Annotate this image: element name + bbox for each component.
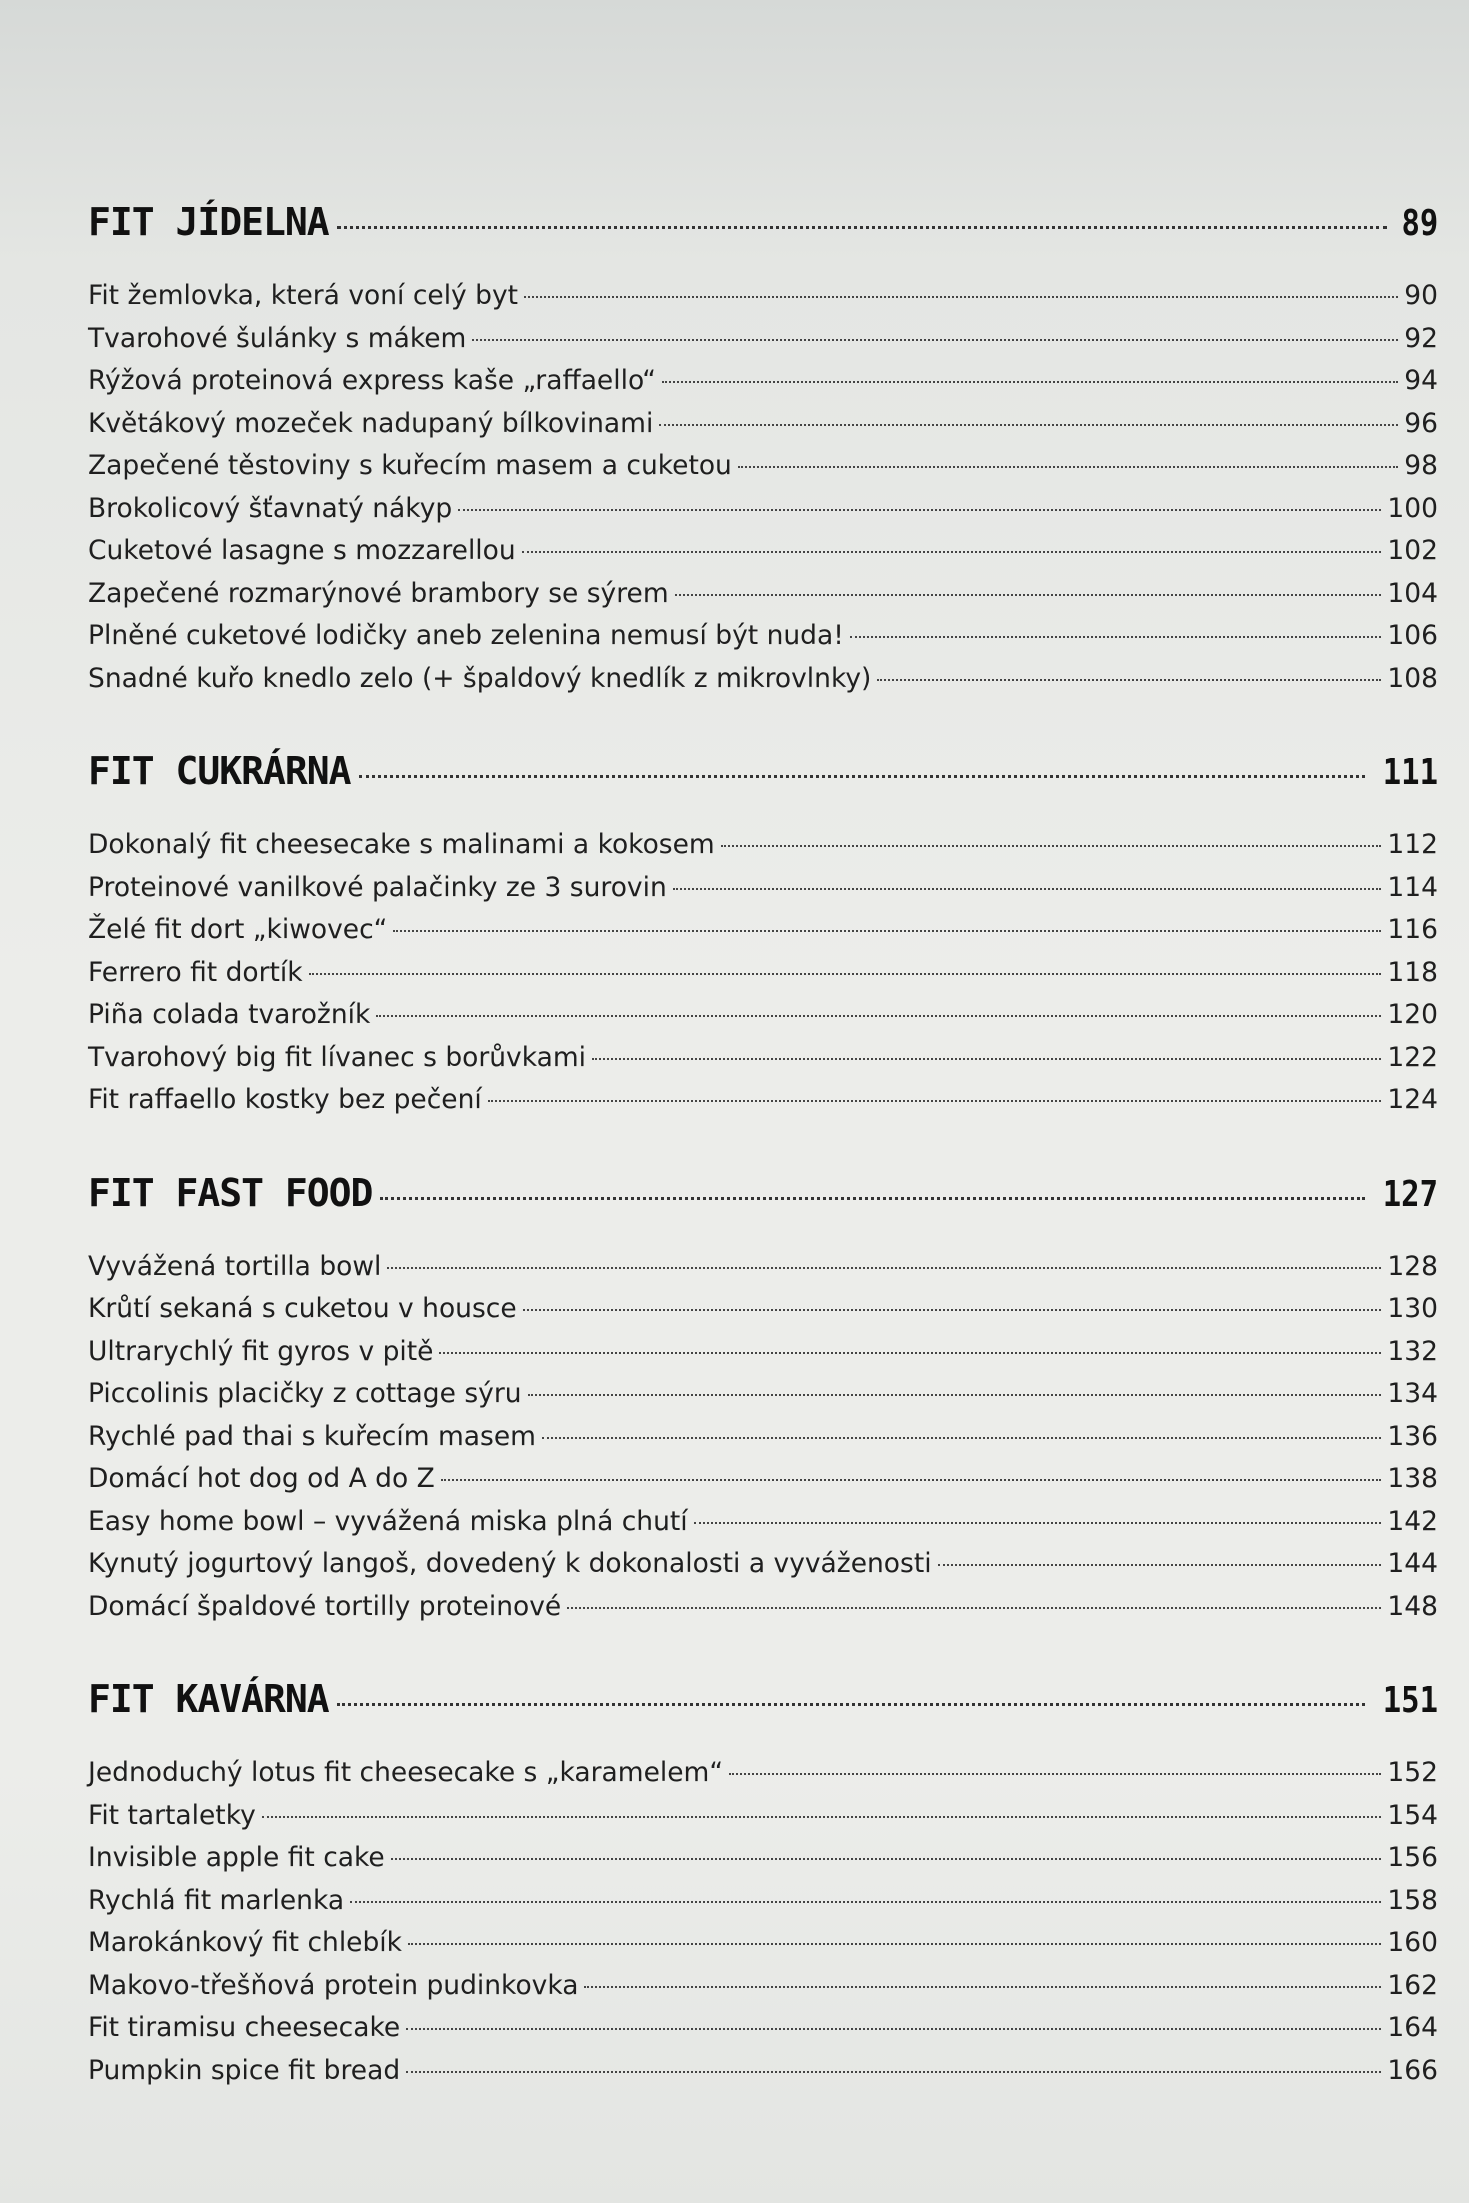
entry-page-number: 116 bbox=[1387, 914, 1438, 945]
entry-page-number: 132 bbox=[1387, 1335, 1438, 1367]
toc-entry bbox=[88, 1293, 1438, 1336]
section-title: FIT KAVÁRNA bbox=[88, 1677, 329, 1721]
entry-page-number: 108 bbox=[1387, 662, 1438, 694]
toc-entry bbox=[88, 1591, 1438, 1634]
dot-leader bbox=[584, 1986, 1381, 1988]
dot-leader bbox=[567, 1607, 1381, 1609]
toc-entry bbox=[88, 1842, 1438, 1885]
entry-page-number: 102 bbox=[1387, 535, 1438, 566]
dot-leader bbox=[337, 1703, 1365, 1706]
dot-leader bbox=[729, 1773, 1381, 1775]
entry-page-number: 104 bbox=[1387, 577, 1438, 609]
entry-page-number: 114 bbox=[1387, 871, 1438, 903]
toc-entry bbox=[88, 914, 1438, 957]
entry-page-number: 152 bbox=[1387, 1757, 1438, 1788]
dot-leader bbox=[439, 1352, 1381, 1354]
entry-title: Domácí špaldové tortilly proteinové bbox=[88, 1590, 562, 1622]
entry-page-number: 136 bbox=[1387, 1420, 1438, 1452]
toc-entry bbox=[88, 1800, 1438, 1843]
entry-page-number: 166 bbox=[1387, 2054, 1438, 2086]
toc-entry bbox=[88, 872, 1438, 915]
section-page-number: 89 bbox=[1401, 203, 1438, 244]
toc-entry bbox=[88, 1463, 1438, 1506]
dot-leader bbox=[662, 381, 1398, 383]
entry-page-number: 90 bbox=[1404, 280, 1438, 311]
dot-leader bbox=[309, 973, 1382, 975]
entry-title: Želé fit dort „kiwovec“ bbox=[88, 914, 388, 945]
entry-page-number: 138 bbox=[1387, 1463, 1438, 1494]
entry-title: Invisible apple fit cake bbox=[88, 1842, 385, 1873]
toc-entry bbox=[88, 408, 1438, 451]
toc-entry bbox=[88, 1885, 1438, 1928]
entry-page-number: 144 bbox=[1387, 1548, 1438, 1579]
toc-entry bbox=[88, 365, 1438, 408]
toc-entry bbox=[88, 620, 1438, 663]
dot-leader bbox=[675, 594, 1382, 596]
entry-page-number: 164 bbox=[1387, 2012, 1438, 2043]
entry-title: Snadné kuřo knedlo zelo (+ špaldový knedlík z mikrovlnky) bbox=[88, 662, 872, 694]
dot-leader bbox=[659, 424, 1398, 426]
toc-entry bbox=[88, 280, 1438, 323]
entry-title: Fit tartaletky bbox=[88, 1799, 256, 1831]
dot-leader bbox=[350, 1901, 1381, 1903]
entry-title: Dokonalý fit cheesecake s malinami a kokosem bbox=[88, 829, 715, 860]
dot-leader bbox=[524, 296, 1398, 298]
section-heading bbox=[88, 1171, 1438, 1239]
dot-leader bbox=[721, 845, 1382, 847]
entry-page-number: 100 bbox=[1387, 492, 1438, 524]
entry-title: Ferrero fit dortík bbox=[88, 956, 303, 988]
entry-title: Tvarohový big fit lívanec s borůvkami bbox=[88, 1041, 587, 1073]
entry-title: Tvarohové šulánky s mákem bbox=[88, 322, 467, 354]
dot-leader bbox=[406, 2071, 1381, 2073]
dot-leader bbox=[359, 775, 1365, 778]
toc-entry bbox=[88, 1251, 1438, 1294]
toc-entry bbox=[88, 1970, 1438, 2013]
entry-page-number: 134 bbox=[1387, 1378, 1438, 1409]
entry-title: Plněné cuketové lodičky aneb zelenina nemusí být nuda! bbox=[88, 620, 844, 651]
toc-entry bbox=[88, 493, 1438, 536]
section-fit-fast-food bbox=[88, 1171, 1438, 1634]
entry-page-number: 96 bbox=[1404, 407, 1438, 439]
entry-page-number: 130 bbox=[1387, 1293, 1438, 1324]
dot-leader bbox=[673, 888, 1382, 890]
entry-title: Fit raffaello kostky bez pečení bbox=[88, 1084, 482, 1115]
entry-title: Krůtí sekaná s cuketou v housce bbox=[88, 1293, 517, 1324]
entry-title: Květákový mozeček nadupaný bílkovinami bbox=[88, 407, 654, 439]
section-title: FIT JÍDELNA bbox=[88, 200, 329, 244]
entry-page-number: 120 bbox=[1387, 999, 1438, 1030]
toc-entry bbox=[88, 1506, 1438, 1549]
dot-leader bbox=[738, 466, 1398, 468]
section-fit-kavarna bbox=[88, 1677, 1438, 2097]
section-heading bbox=[88, 749, 1438, 817]
entry-title: Marokánkový fit chlebík bbox=[88, 1927, 403, 1958]
section-page-number: 127 bbox=[1382, 1173, 1438, 1215]
dot-leader bbox=[592, 1058, 1381, 1060]
dot-leader bbox=[488, 1100, 1382, 1102]
dot-leader bbox=[406, 2028, 1381, 2030]
entry-title: Fit tiramisu cheesecake bbox=[88, 2012, 401, 2043]
entry-page-number: 142 bbox=[1387, 1505, 1438, 1537]
toc-entry bbox=[88, 999, 1438, 1042]
toc-entry bbox=[88, 1548, 1438, 1591]
entry-page-number: 118 bbox=[1387, 956, 1438, 988]
entry-page-number: 160 bbox=[1387, 1927, 1438, 1958]
entry-title: Ultrarychlý fit gyros v pitě bbox=[88, 1335, 434, 1367]
dot-leader bbox=[877, 679, 1381, 681]
dot-leader bbox=[376, 1015, 1381, 1017]
entry-page-number: 162 bbox=[1387, 1969, 1438, 2001]
toc-entry bbox=[88, 1336, 1438, 1379]
entry-title: Easy home bowl – vyvážená miska plná chutí bbox=[88, 1505, 688, 1537]
dot-leader bbox=[472, 339, 1398, 341]
entry-title: Proteinové vanilkové palačinky ze 3 surovin bbox=[88, 871, 667, 903]
toc-entry bbox=[88, 1757, 1438, 1800]
entry-page-number: 112 bbox=[1387, 829, 1438, 860]
dot-leader bbox=[337, 226, 1387, 229]
section-heading bbox=[88, 1677, 1438, 1745]
entry-title: Pumpkin spice fit bread bbox=[88, 2054, 401, 2086]
dot-leader bbox=[458, 509, 1381, 511]
entry-title: Cuketové lasagne s mozzarellou bbox=[88, 535, 516, 566]
dot-leader bbox=[528, 1394, 1382, 1396]
toc-entry bbox=[88, 2055, 1438, 2098]
dot-leader bbox=[408, 1943, 1381, 1945]
toc-entry bbox=[88, 1421, 1438, 1464]
toc-entry bbox=[88, 1084, 1438, 1127]
dot-leader bbox=[938, 1564, 1382, 1566]
entry-title: Rychlá fit marlenka bbox=[88, 1884, 345, 1916]
toc-entry bbox=[88, 663, 1438, 706]
entry-page-number: 122 bbox=[1387, 1041, 1438, 1073]
section-title: FIT CUKRÁRNA bbox=[88, 749, 351, 793]
section-page-number: 111 bbox=[1382, 752, 1438, 793]
toc-entry bbox=[88, 2012, 1438, 2055]
entry-title: Zapečené těstoviny s kuřecím masem a cuketou bbox=[88, 450, 732, 481]
dot-leader bbox=[441, 1479, 1382, 1481]
entry-title: Rýžová proteinová express kaše „raffaello“ bbox=[88, 365, 656, 396]
section-fit-jidelna bbox=[88, 200, 1438, 705]
toc-entry bbox=[88, 450, 1438, 493]
entry-title: Domácí hot dog od A do Z bbox=[88, 1463, 435, 1494]
entry-page-number: 124 bbox=[1387, 1084, 1438, 1115]
toc-entry bbox=[88, 323, 1438, 366]
section-title: FIT FAST FOOD bbox=[88, 1170, 373, 1215]
toc-entry bbox=[88, 578, 1438, 621]
entry-title: Kynutý jogurtový langoš, dovedený k dokonalosti a vyváženosti bbox=[88, 1548, 932, 1579]
entry-title: Brokolicový šťavnatý nákyp bbox=[88, 492, 453, 524]
entry-title: Fit žemlovka, která voní celý byt bbox=[88, 280, 519, 311]
toc-entry bbox=[88, 1927, 1438, 1970]
dot-leader bbox=[542, 1437, 1381, 1439]
entry-page-number: 94 bbox=[1404, 365, 1438, 396]
entry-title: Jednoduchý lotus fit cheesecake s „karamelem“ bbox=[88, 1757, 724, 1788]
entry-page-number: 98 bbox=[1404, 450, 1438, 481]
entry-page-number: 148 bbox=[1387, 1590, 1438, 1622]
dot-leader bbox=[380, 1197, 1365, 1200]
dot-leader bbox=[522, 551, 1382, 553]
toc-entry bbox=[88, 957, 1438, 1000]
toc-entry bbox=[88, 1378, 1438, 1421]
dot-leader bbox=[262, 1816, 1382, 1818]
entry-page-number: 154 bbox=[1387, 1799, 1438, 1831]
entry-page-number: 128 bbox=[1387, 1250, 1438, 1282]
entry-title: Makovo-třešňová protein pudinkovka bbox=[88, 1969, 579, 2001]
entry-title: Piccolinis placičky z cottage sýru bbox=[88, 1378, 522, 1409]
dot-leader bbox=[391, 1858, 1382, 1860]
entry-page-number: 92 bbox=[1404, 322, 1438, 354]
table-of-contents bbox=[88, 200, 1438, 2097]
entry-title: Zapečené rozmarýnové brambory se sýrem bbox=[88, 577, 669, 609]
toc-entry bbox=[88, 535, 1438, 578]
entry-title: Piña colada tvarožník bbox=[88, 999, 371, 1030]
section-page-number: 151 bbox=[1382, 1680, 1438, 1721]
entry-page-number: 158 bbox=[1387, 1884, 1438, 1916]
dot-leader bbox=[387, 1267, 1381, 1269]
section-fit-cukrarna bbox=[88, 749, 1438, 1127]
toc-entry bbox=[88, 1042, 1438, 1085]
dot-leader bbox=[523, 1309, 1382, 1311]
dot-leader bbox=[850, 636, 1382, 638]
section-heading bbox=[88, 200, 1438, 268]
entry-title: Rychlé pad thai s kuřecím masem bbox=[88, 1420, 536, 1452]
toc-entry bbox=[88, 829, 1438, 872]
entry-page-number: 156 bbox=[1387, 1842, 1438, 1873]
entry-title: Vyvážená tortilla bowl bbox=[88, 1250, 382, 1282]
entry-page-number: 106 bbox=[1387, 620, 1438, 651]
dot-leader bbox=[393, 930, 1381, 932]
dot-leader bbox=[694, 1522, 1382, 1524]
